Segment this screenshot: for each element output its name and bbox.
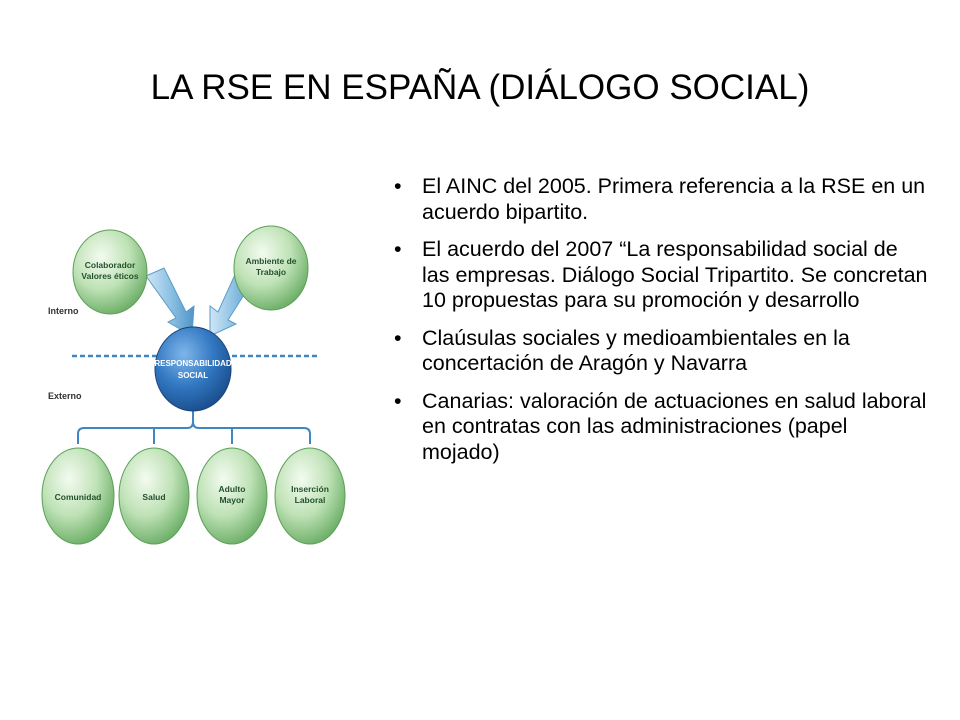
bullet-marker: • — [394, 388, 402, 413]
slide-title: LA RSE EN ESPAÑA (DIÁLOGO SOCIAL) — [150, 68, 810, 107]
node-adulto-line1: Adulto — [218, 484, 246, 494]
bullet-text: El acuerdo del 2007 “La responsabilidad social de las empresas. Diálogo Social Tripartito. Se concretan 10 propuestas para su promoción y desarrollo — [422, 237, 928, 312]
bullet-text: Canarias: valoración de actuaciones en salud laboral en contratas con las administraciones (papel mojado) — [422, 388, 927, 464]
node-colaborador — [73, 230, 147, 314]
arrow-left-icon — [146, 268, 194, 336]
node-comunidad-label: Comunidad — [54, 492, 102, 502]
bullet-marker: • — [394, 174, 402, 198]
rse-diagram-svg — [38, 216, 348, 556]
node-salud-label: Salud — [142, 492, 166, 502]
node-colaborador-line2: Valores éticos — [81, 271, 139, 281]
node-ambiente — [234, 226, 308, 310]
connector-left — [78, 408, 193, 444]
bullet-item — [388, 174, 928, 225]
rse-diagram — [38, 216, 348, 556]
node-colaborador-line1: Colaborador — [84, 260, 136, 270]
connector-right — [193, 422, 310, 444]
bullet-text: Claúsulas sociales y medioambientales en la concertación de Aragón y Navarra — [422, 325, 850, 375]
bullet-item — [388, 389, 928, 466]
node-adulto-mayor — [197, 448, 267, 544]
bullet-marker: • — [394, 325, 402, 350]
node-insercion-line2: Laboral — [294, 495, 326, 505]
node-ambiente-line2: Trabajo — [255, 267, 287, 277]
node-adulto-line2: Mayor — [219, 495, 245, 505]
bullet-marker: • — [394, 237, 402, 261]
node-insercion-laboral — [275, 448, 345, 544]
node-insercion-line1: Inserción — [291, 484, 329, 494]
node-comunidad — [42, 448, 114, 544]
node-center-line2: SOCIAL — [177, 371, 209, 380]
node-center-line1: RESPONSABILIDAD — [154, 359, 232, 368]
internal-label: Interno — [48, 306, 79, 316]
bullet-item — [388, 326, 928, 377]
bullet-list — [388, 174, 928, 477]
node-salud — [119, 448, 189, 544]
node-responsabilidad-social — [154, 327, 232, 411]
external-label: Externo — [48, 391, 82, 401]
node-ambiente-line1: Ambiente de — [245, 256, 297, 266]
bullet-text: El AINC del 2005. Primera referencia a la RSE en un acuerdo bipartito. — [422, 174, 926, 224]
bullet-item — [388, 237, 928, 314]
